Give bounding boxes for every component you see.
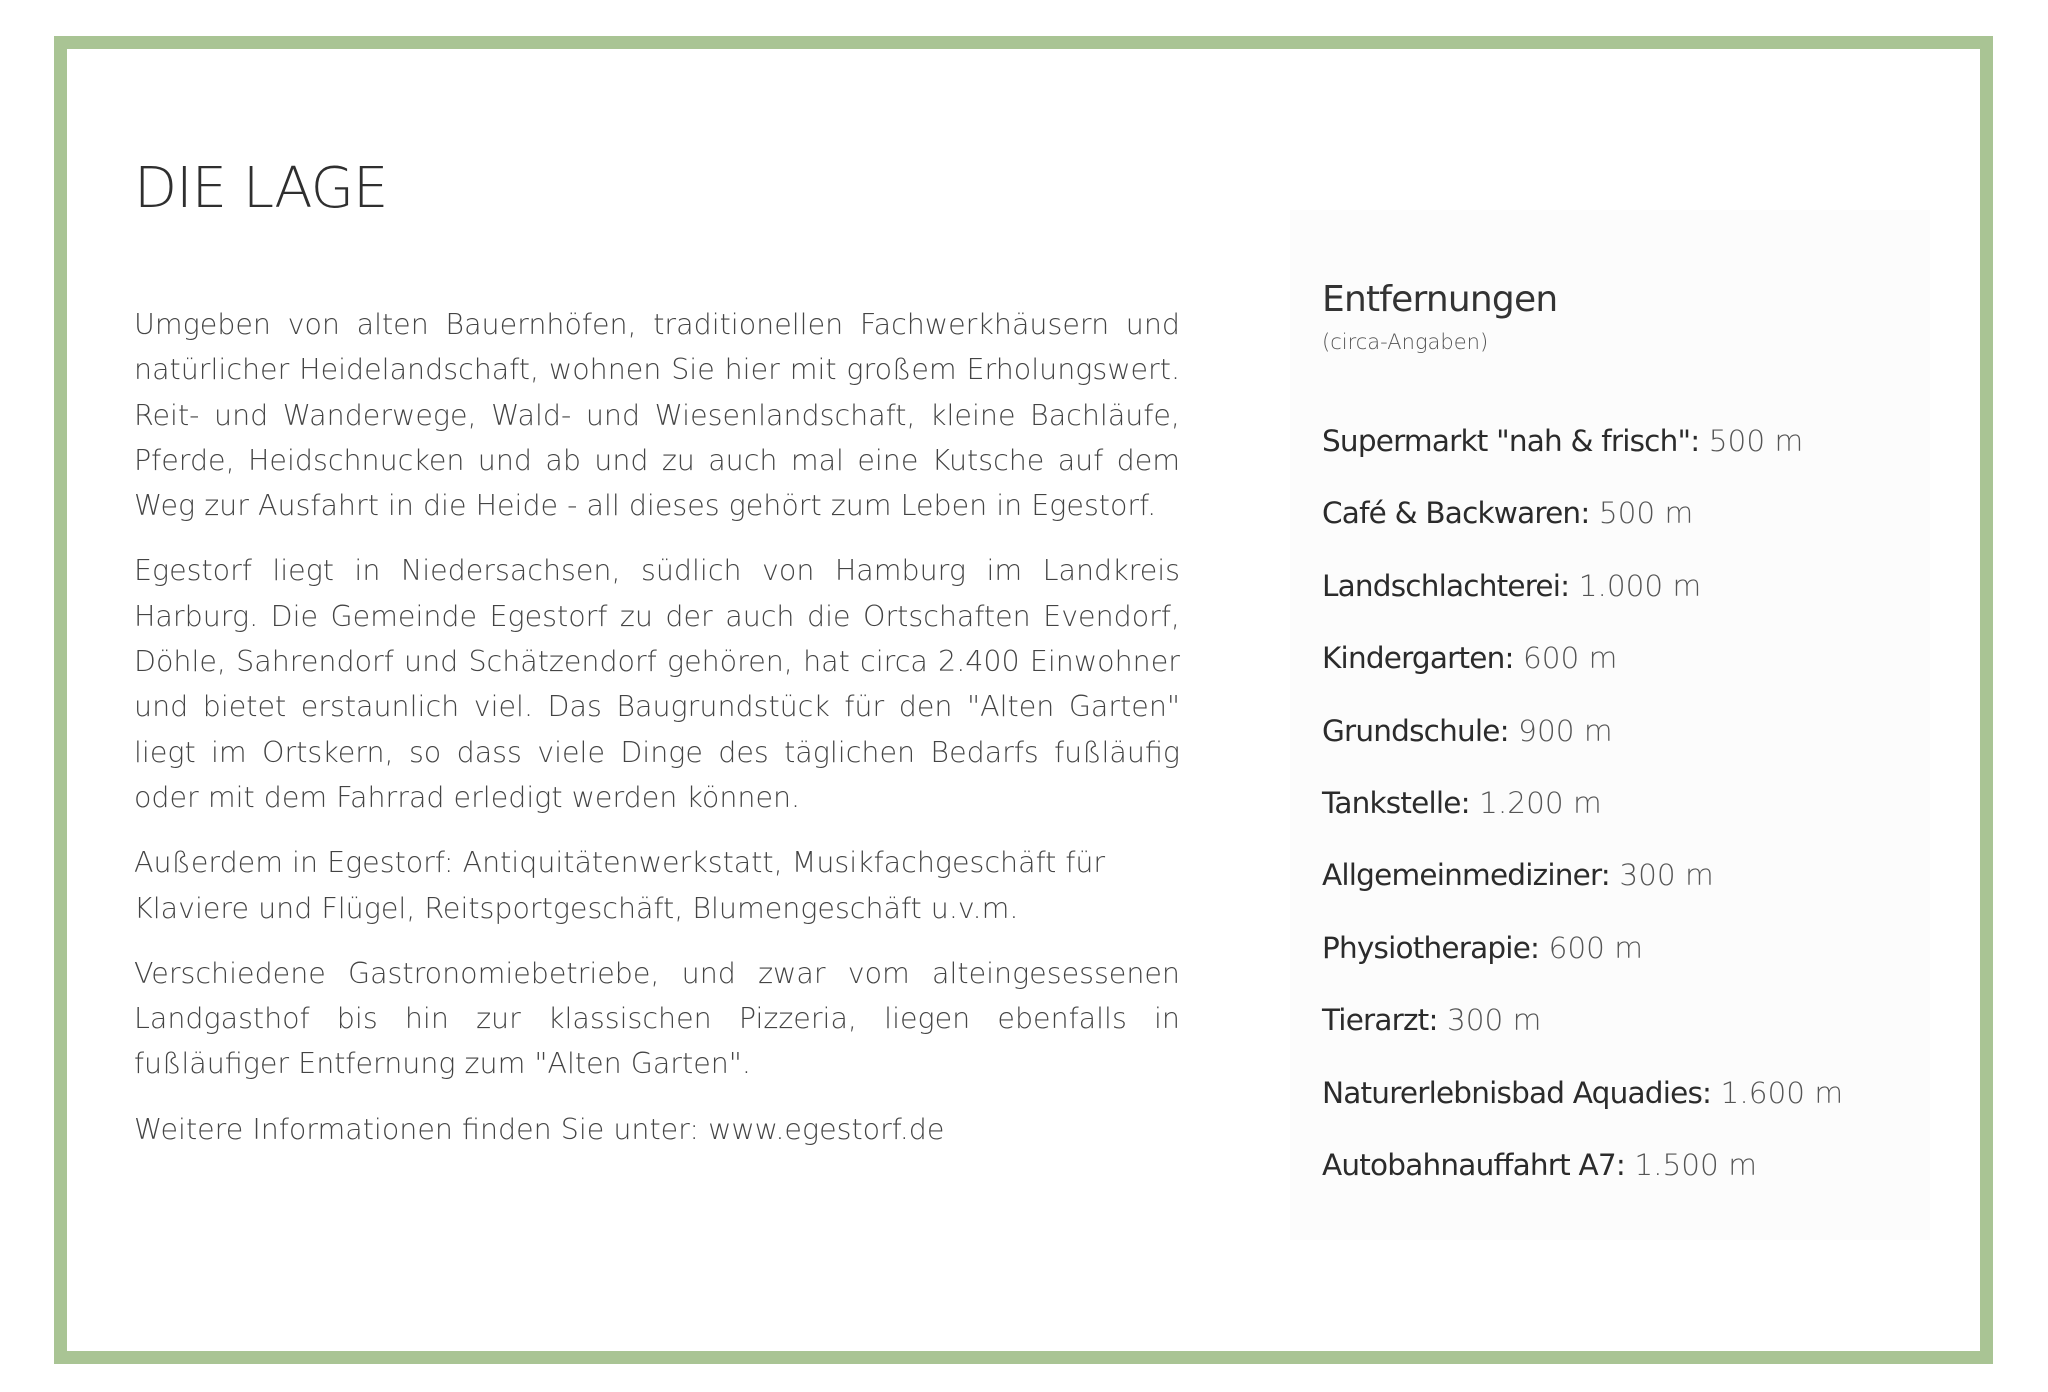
distance-value: 500 m bbox=[1708, 424, 1804, 458]
distances-list bbox=[1322, 419, 1932, 1215]
distance-value: 300 m bbox=[1619, 858, 1714, 893]
distance-label: Physiotherapie: bbox=[1322, 930, 1540, 965]
main-text bbox=[134, 302, 1180, 1172]
list-item bbox=[1322, 926, 1932, 998]
distances-subtitle: (circa-Angaben) bbox=[1322, 330, 1489, 354]
list-item bbox=[1322, 564, 1932, 636]
distances-title: Entfernungen bbox=[1322, 279, 1558, 320]
paragraph-gastronomy: Verschiedene Gastronomiebetriebe, und zwar vom alteingesessenen Landgasthof bis hin zur klassischen Pizzeria, liegen ebenfalls in fußläufiger Entfernung zum "Alten Garten". bbox=[134, 956, 1180, 1081]
distance-value: 1.600 m bbox=[1720, 1075, 1844, 1110]
paragraph-surroundings: Umgeben von alten Bauernhöfen, traditionellen Fachwerkhäusern und natürlicher Heidelandschaft, wohnen Sie hier mit großem Erholungswert. Reit- und Wanderwege, Wald- und Wiesenlandschaft, kleine Bachläufe, Pferde, Heidschnucken und ab und zu auch mal eine Kutsche auf dem Weg zur Ausfahrt in die Heide - all dieses gehört zum Leben in Egestorf. bbox=[134, 308, 1180, 523]
distance-value: 1.500 m bbox=[1634, 1147, 1757, 1182]
list-item bbox=[1322, 491, 1932, 563]
distance-label: Allgemeinmediziner: bbox=[1322, 858, 1610, 893]
list-item bbox=[1322, 709, 1932, 781]
paragraph-location: Egestorf liegt in Niedersachsen, südlich von Hamburg im Landkreis Harburg. Die Gemeinde Egestorf zu der auch die Ortschaften Evendorf, Döhle, Sahrendorf und Schätzendorf gehören, hat circa 2.400 Einwohner und bietet erstaunlich viel. Das Baugrundstück für den "Alten Garten" liegt im Ortskern, so dass viele Dinge des täglichen Bedarfs fußläufig oder mit dem Fahrrad erledigt werden können. bbox=[134, 554, 1180, 814]
distance-label: Naturerlebnisbad Aquadies: bbox=[1322, 1075, 1712, 1110]
list-item bbox=[1322, 419, 1932, 491]
distances-panel bbox=[1322, 274, 1932, 1182]
distance-value: 500 m bbox=[1598, 496, 1694, 531]
distance-value: 600 m bbox=[1548, 930, 1643, 965]
paragraph-more-info: Weitere Informationen finden Sie unter: www.egestorf.de bbox=[134, 1112, 945, 1146]
list-item bbox=[1322, 1071, 1932, 1143]
list-item bbox=[1322, 853, 1932, 925]
distance-value: 1.200 m bbox=[1479, 785, 1602, 820]
distance-value: 300 m bbox=[1446, 1003, 1542, 1038]
list-item bbox=[1322, 636, 1932, 708]
paragraph-shops: Außerdem in Egestorf: Antiquitätenwerkstatt, Musikfachgeschäft für Klaviere und Flügel, Reitsportgeschäft, Blumengeschäft u.v.m. bbox=[134, 846, 1106, 925]
distance-label: Kindergarten: bbox=[1322, 641, 1514, 676]
distance-label: Autobahnauffahrt A7: bbox=[1322, 1147, 1625, 1182]
list-item bbox=[1322, 998, 1932, 1070]
distance-value: 900 m bbox=[1518, 713, 1613, 748]
distance-value: 600 m bbox=[1523, 641, 1618, 676]
distance-label: Tierarzt: bbox=[1322, 1003, 1438, 1038]
distance-label: Tankstelle: bbox=[1322, 785, 1470, 820]
distance-label: Grundschule: bbox=[1322, 713, 1509, 748]
distance-label: Landschlachterei: bbox=[1322, 568, 1570, 603]
distance-value: 1.000 m bbox=[1578, 568, 1702, 603]
list-item bbox=[1322, 1143, 1932, 1215]
list-item bbox=[1322, 781, 1932, 853]
page-title: DIE LAGE bbox=[134, 156, 388, 221]
distance-label: Café & Backwaren: bbox=[1322, 496, 1590, 531]
distance-label: Supermarkt "nah & frisch": bbox=[1322, 424, 1700, 458]
